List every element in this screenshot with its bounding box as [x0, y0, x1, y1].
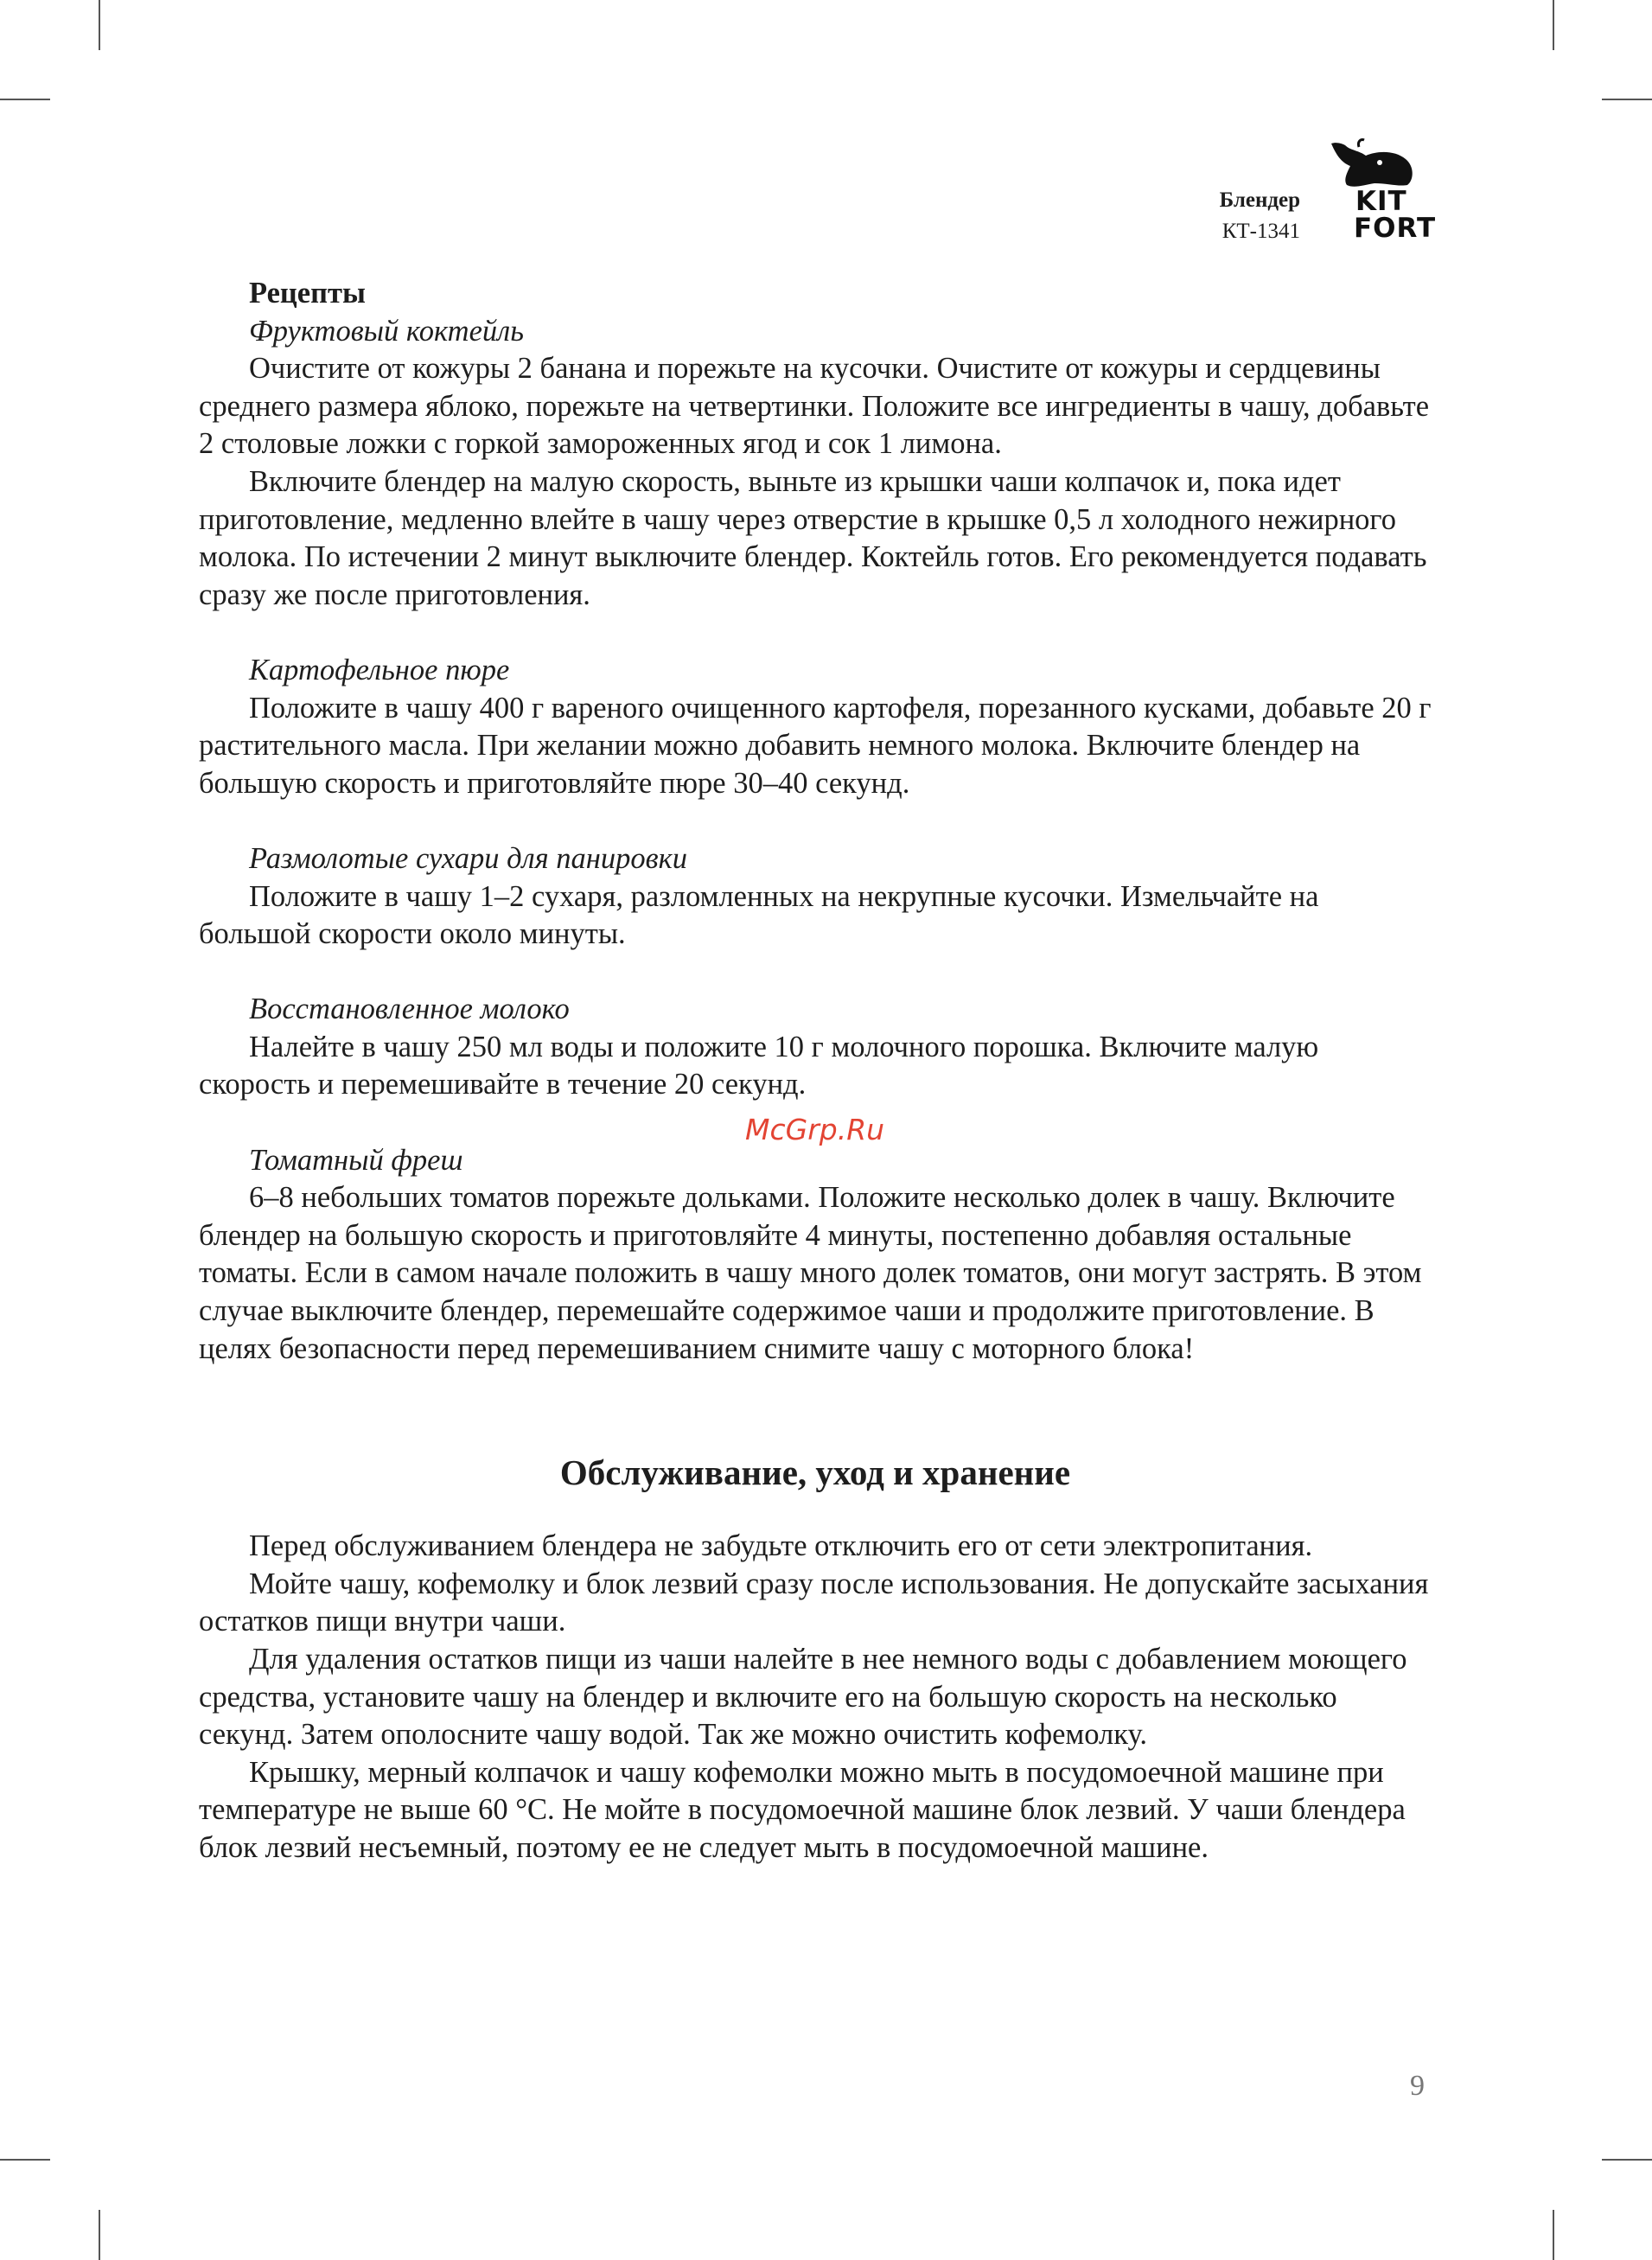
recipe-paragraph: 6–8 небольших томатов порежьте дольками. Положите несколько долек в чашу. Включите блендер на большую скорость и приготовляйте 4 минуты, постепенно добавляя остальные томаты. Если в самом начале положить в чашу много долек томатов, они могут застрять. В этом случае выключите блендер, перемешайте содержимое чаши и продолжите приготовление. В целях безопасности перед перемешиванием снимите чашу с моторного блока! — [199, 1181, 1422, 1365]
kitfort-logo — [1354, 188, 1436, 242]
product-model: КТ-1341 — [1221, 220, 1300, 243]
recipe-title: Картофельное пюре — [249, 653, 510, 686]
page-number: 9 — [1410, 2070, 1425, 2102]
product-header — [1220, 185, 1300, 247]
crop-mark — [0, 2159, 50, 2161]
maintenance-title: Обслуживание, уход и хранение — [559, 1452, 1071, 1493]
recipe-title: Фруктовый коктейль — [249, 314, 524, 348]
crop-mark — [0, 99, 50, 100]
recipe-paragraph: Положите в чашу 400 г вареного очищенного картофеля, порезанного кусками, добавьте 20 г растительного масла. При желании можно добавить немного молока. Включите блендер на большую скорость и приготовляйте пюре 30–40 секунд. — [199, 691, 1432, 800]
watermark: McGrp.Ru — [745, 1113, 885, 1146]
crop-mark — [1553, 2210, 1554, 2260]
maintenance-paragraph: Крышку, мерный колпачок и чашу кофемолки можно мыть в посудомоечной машине при температуре не выше 60 °С. Не мойте в посудомоечной машине блок лезвий. У чаши блендера блок лезвий несъемный, поэтому ее не следует мыть в посудомоечной машине. — [199, 1755, 1406, 1864]
crop-mark — [1602, 2159, 1652, 2161]
logo-line-fort: FORT — [1354, 213, 1437, 244]
recipe-title: Размолотые сухари для панировки — [249, 841, 688, 875]
crop-mark — [1602, 99, 1652, 100]
recipes-title: Рецепты — [249, 277, 366, 310]
maintenance-paragraph: Мойте чашу, кофемолку и блок лезвий сразу после использования. Не допускайте засыхания остатков пищи внутри чаши. — [199, 1567, 1429, 1638]
recipe-paragraph: Очистите от кожуры 2 банана и порежьте на кусочки. Очистите от кожуры и сердцевины среднего размера яблоко, порежьте на четвертинки. Положите все ингредиенты в чашу, добавьте 2 столовые ложки с горкой замороженных ягод и сок 1 лимона. — [199, 352, 1430, 461]
crop-mark — [99, 2210, 100, 2260]
recipe-title: Восстановленное молоко — [249, 993, 570, 1026]
maintenance-paragraph: Перед обслуживанием блендера не забудьте отключить его от сети электропитания. — [249, 1529, 1313, 1563]
logo-line-kit: KIT — [1355, 186, 1407, 217]
page-content — [199, 275, 1432, 1867]
product-name: Блендер — [1219, 188, 1300, 212]
recipe-paragraph: Налейте в чашу 250 мл воды и положите 10 г молочного порошка. Включите малую скорость и перемешивайте в течение 20 секунд. — [199, 1030, 1319, 1101]
crop-mark — [1553, 0, 1554, 50]
maintenance-paragraph: Для удаления остатков пищи из чаши налейте в нее немного воды с добавлением моющего средства, установите чашу на блендер и включите его на большую скорость на несколько секунд. Затем ополосните чашу водой. Так же можно очистить кофемолку. — [199, 1643, 1407, 1752]
recipe-paragraph: Включите блендер на малую скорость, выньте из крышки чаши колпачок и, пока идет приготовление, медленно влейте в чашу через отверстие в крышке 0,5 л холодного нежирного молока. По истечении 2 минут выключите блендер. Коктейль готов. Его рекомендуется подавать сразу же после приготовления. — [199, 464, 1427, 611]
recipe-title: Томатный фреш — [249, 1143, 463, 1177]
recipe-paragraph: Положите в чашу 1–2 сухаря, разломленных на некрупные кусочки. Измельчайте на большой скорости около минуты. — [199, 879, 1319, 951]
crop-mark — [99, 0, 100, 50]
